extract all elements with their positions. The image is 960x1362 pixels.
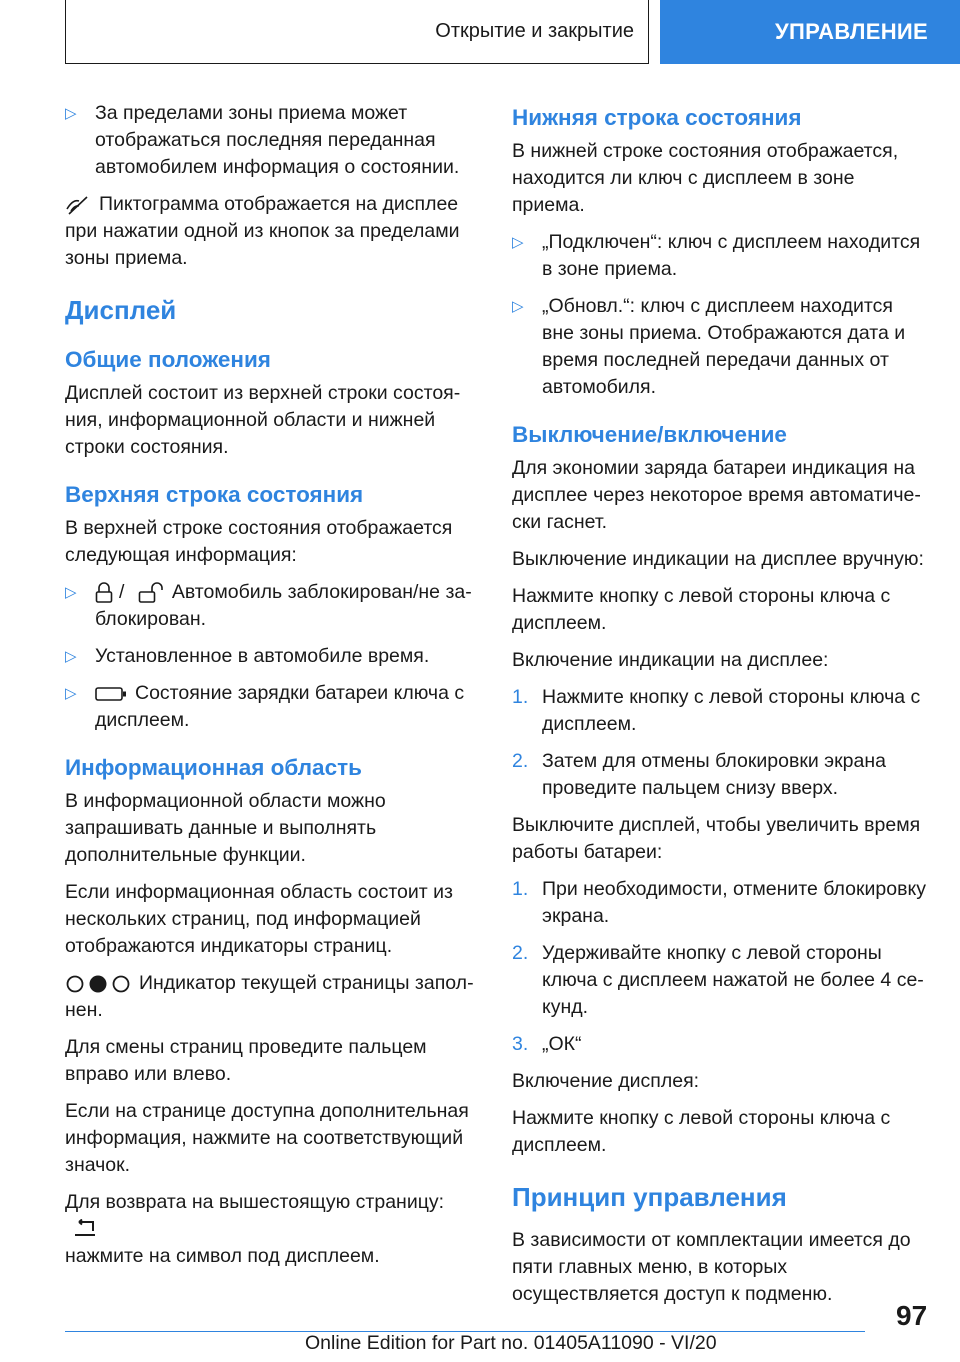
manual-off-paragraph: Выключение индикации на дисплее вручную: bbox=[512, 548, 924, 570]
heading-top-bar: Верхняя строка состояния bbox=[65, 482, 364, 507]
disable-paragraph: Выключите дисплей, чтобы увеличить время работы батареи: bbox=[512, 814, 921, 863]
chapter-title: УПРАВЛЕНИЕ bbox=[775, 19, 928, 44]
enable-step: Нажмите кнопку с левой стороны ключа с дисплеем. bbox=[512, 1107, 891, 1156]
heading-display: Дисплей bbox=[65, 295, 177, 325]
bullet-triangle-icon: ▷ bbox=[65, 648, 77, 665]
back-paragraph: Для возврата на вышестоящую страницу: нажмите на символ под дисплеем. bbox=[65, 1191, 445, 1267]
heading-general: Общие положения bbox=[65, 347, 271, 372]
battery-icon bbox=[95, 686, 127, 702]
bullet-time: ▷ Установленное в автомобиле время. bbox=[65, 643, 475, 670]
bullet-lock: ▷ / Автомобиль заблокирован/не заблокирован. bbox=[65, 581, 472, 630]
heading-principle: Принцип управления bbox=[512, 1182, 787, 1212]
page-indicator-paragraph: Индикатор текущей страницы заполнен. bbox=[65, 972, 474, 1021]
principle-paragraph: В зависимости от комплектации имеется до пяти главных меню, в которых осуществляется доступ к подменю. bbox=[512, 1229, 911, 1305]
top-bar-paragraph: В верхней строке состояния отображается следующая информация: bbox=[65, 517, 453, 566]
footer-edition: Online Edition for Part no. 01405A11090 - VI/20 bbox=[305, 1332, 717, 1354]
lock-closed-icon bbox=[95, 582, 113, 604]
heading-bottom-bar: Нижняя строка состояния bbox=[512, 105, 802, 130]
info-paragraph-1: В информационной области можно запрашивать данные и выполнять дополнительные функции. bbox=[65, 790, 386, 866]
bottom-bar-paragraph: В нижней строке состояния отображается, находится ли ключ с дисплеем в зоне приема. bbox=[512, 140, 899, 216]
section-title: Открытие и закрытие bbox=[435, 20, 634, 42]
general-paragraph: Дисплей состоит из верхней строки состояния, информационной области и нижней строки состояния. bbox=[65, 382, 461, 458]
bullet-triangle-icon: ▷ bbox=[65, 105, 77, 122]
list-item: 2. Затем для отмены блокировки экрана проведите пальцем снизу вверх. bbox=[512, 750, 886, 799]
list-item: 2. Удерживайте кнопку с левой стороны ключа с дисплеем нажатой не более 4 секунд. bbox=[512, 942, 924, 1018]
lock-open-icon bbox=[138, 582, 164, 604]
list-item: 1. При необходимости, отмените блокировку экрана. bbox=[512, 878, 926, 927]
back-arrow-icon bbox=[73, 1219, 97, 1241]
header-section-title bbox=[65, 0, 649, 64]
page-indicator-dots-icon bbox=[65, 974, 131, 994]
no-signal-icon bbox=[65, 195, 91, 215]
bullet-triangle-icon: ▷ bbox=[512, 298, 524, 315]
heading-on-off: Выключение/включение bbox=[512, 422, 787, 447]
bullet-triangle-icon: ▷ bbox=[512, 234, 524, 251]
page-number: 97 bbox=[896, 1300, 928, 1331]
bullet-triangle-icon: ▷ bbox=[65, 584, 77, 601]
bullet-updated: ▷ „Обновл.“: ключ с дисплеем находится вне зоны приема. Отображаются дата и время последней передачи данных от автомобиля. bbox=[512, 295, 906, 398]
swipe-paragraph: Для смены страниц проведите пальцем вправо или влево. bbox=[65, 1036, 427, 1085]
list-item: 3. „ОК“ bbox=[512, 1033, 582, 1055]
bullet-connected: ▷ „Подключен“: ключ с дисплеем находится в зоне приема. bbox=[512, 231, 921, 280]
bullet-triangle-icon: ▷ bbox=[65, 685, 77, 702]
bullet-battery: ▷ Состояние зарядки батареи ключа с дисплеем. bbox=[65, 682, 465, 731]
on-paragraph: Включение индикации на дисплее: bbox=[512, 649, 829, 671]
left-column bbox=[65, 100, 475, 1280]
pictogram-paragraph: Пиктограмма отображается на дисплее при нажатии одной из кнопок за пределами зоны приема. bbox=[65, 193, 460, 269]
on-off-paragraph: Для экономии заряда батареи индикация на дисплее через некоторое время автоматически гаснет. bbox=[512, 457, 921, 533]
right-column bbox=[512, 100, 930, 1318]
manual-off-step: Нажмите кнопку с левой стороны ключа с дисплеем. bbox=[512, 585, 891, 634]
info-paragraph-2: Если информационная область состоит из нескольких страниц, под информацией отображаются индикаторы страниц. bbox=[65, 881, 453, 957]
enable-paragraph: Включение дисплея: bbox=[512, 1070, 700, 1092]
list-item: 1. Нажмите кнопку с левой стороны ключа с дисплеем. bbox=[512, 686, 921, 735]
header-chapter-tab bbox=[660, 0, 960, 64]
heading-info-area: Информационная область bbox=[65, 755, 362, 780]
bullet-out-of-range: ▷ За пределами зоны приема может отображаться последняя переданная автомобилем информация о состоянии. bbox=[65, 102, 460, 178]
more-info-paragraph: Если на странице доступна дополнительная информация, нажмите на соответствующий значок. bbox=[65, 1100, 469, 1176]
